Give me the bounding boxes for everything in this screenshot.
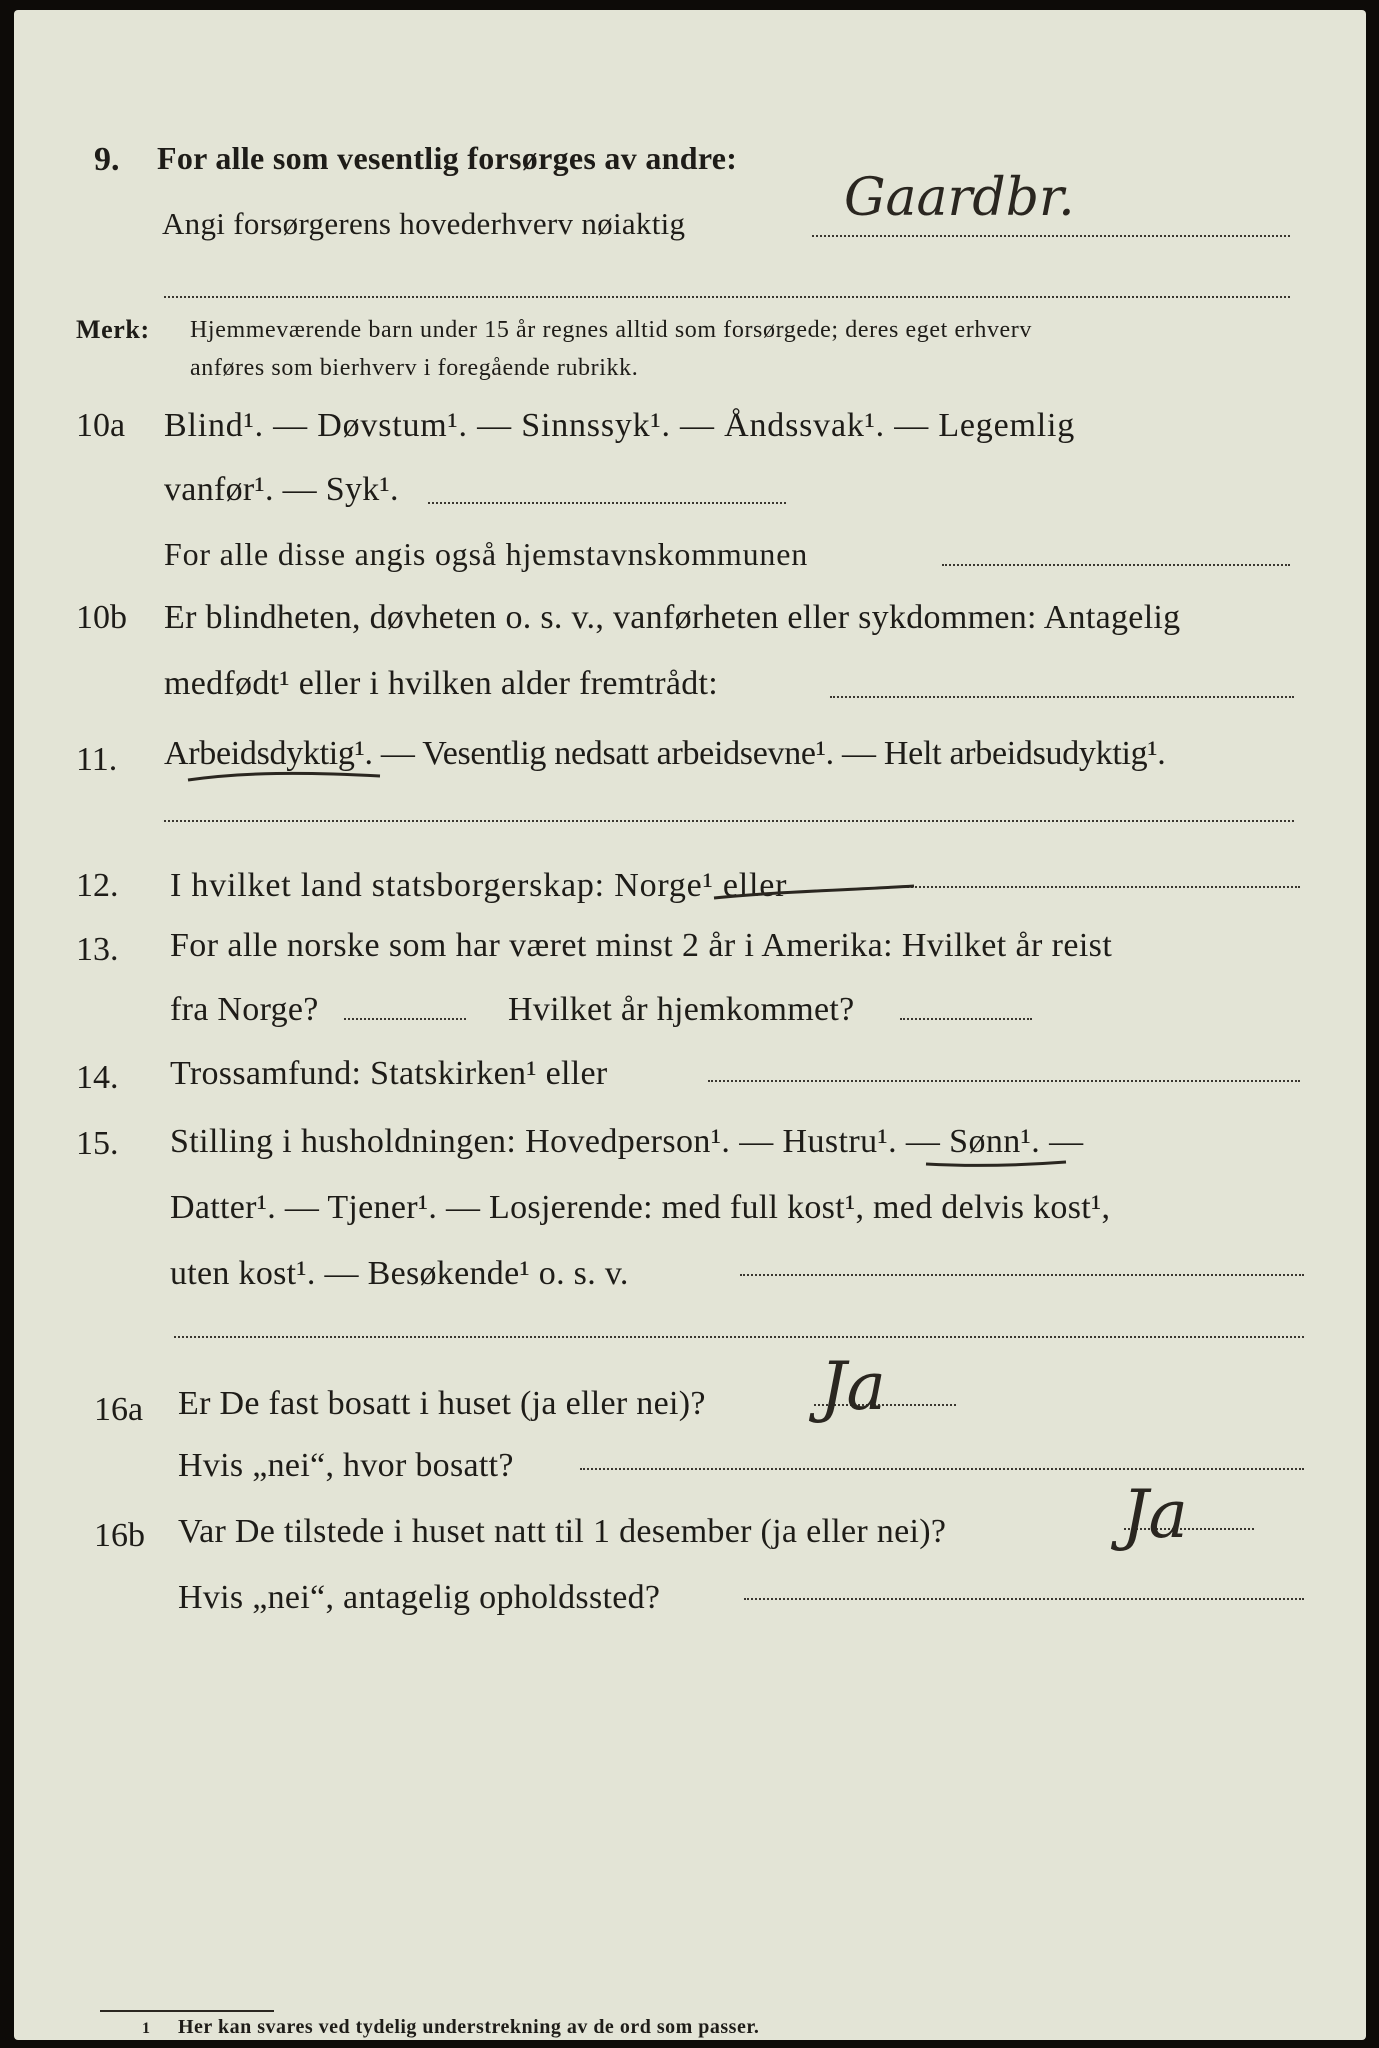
q10b-line2: medfødt¹ eller i hvilken alder fremtrådt: — [164, 665, 719, 702]
q13-number: 13. — [76, 931, 119, 968]
q16b-stay-line — [744, 1598, 1304, 1600]
q10a-line3: For alle disse angis også hjemstavnskommunen — [164, 536, 809, 572]
q12-handwritten-underline — [710, 878, 920, 908]
q10a-number: 10a — [76, 407, 126, 444]
q16a-line1: Er De fast bosatt i huset (ja eller nei)? — [178, 1385, 706, 1422]
q10a-line2: vanfør¹. — Syk¹. — [164, 471, 399, 508]
q9-line2: Angi forsørgerens hovederhverv nøiaktig — [162, 206, 686, 241]
q10a-home-line — [942, 564, 1290, 566]
q11-number: 11. — [76, 741, 118, 778]
q15-handwritten-underline — [922, 1156, 1072, 1180]
census-form-page — [14, 10, 1366, 2040]
q10a-line1: Blind¹. — Døvstum¹. — Sinnssyk¹. — Åndssvak¹. — Legemlig — [164, 407, 1076, 444]
footnote-rule — [100, 2010, 274, 2012]
q13-line2b: Hvilket år hjemkommet? — [508, 991, 855, 1028]
q14-number: 14. — [76, 1059, 119, 1096]
q15-extra-line — [174, 1336, 1304, 1338]
q16a-address-line — [580, 1468, 1304, 1470]
q11-line1: Arbeidsdyktig¹. — Vesentlig nedsatt arbeidsevne¹. — Helt arbeidsudyktig¹. — [164, 735, 1166, 772]
q14-answer-line — [708, 1080, 1300, 1082]
q10b-line1: Er blindheten, døvheten o. s. v., vanførheten eller sykdommen: Antagelig — [164, 599, 1181, 636]
q9-line1: For alle som vesentlig forsørges av andre: — [157, 140, 738, 176]
q12-line1: I hvilket land statsborgerskap: Norge¹ eller — [170, 867, 788, 904]
q16a-line2: Hvis „nei“, hvor bosatt? — [178, 1447, 514, 1484]
q12-answer-line — [900, 886, 1300, 888]
q11-extra-line — [164, 820, 1294, 822]
q15-number: 15. — [76, 1125, 119, 1162]
q10a-answer-line — [428, 502, 786, 504]
q16b-number: 16b — [94, 1517, 145, 1554]
q15-answer-line — [740, 1274, 1304, 1276]
q15-line3: uten kost¹. — Besøkende¹ o. s. v. — [170, 1255, 629, 1292]
q15-line1: Stilling i husholdningen: Hovedperson¹. — Hustru¹. — Sønn¹. — — [170, 1123, 1084, 1160]
footnote-text: Her kan svares ved tydelig understrekning av de ord som passer. — [178, 2016, 760, 2038]
q16b-line1: Var De tilstede i huset natt til 1 desember (ja eller nei)? — [178, 1513, 947, 1550]
q9-answer-line — [812, 235, 1290, 237]
q10b-number: 10b — [76, 599, 127, 636]
merk-line1: Hjemmeværende barn under 15 år regnes alltid som forsørgede; deres eget erhverv — [190, 317, 1033, 343]
q9-handwritten-answer: Gaardbr. — [844, 168, 1075, 228]
q16a-handwritten-answer: Ja — [820, 1348, 886, 1425]
q16b-line2: Hvis „nei“, antagelig opholdssted? — [178, 1579, 661, 1616]
q13-line2a: fra Norge? — [170, 991, 319, 1028]
q16a-number: 16a — [94, 1391, 144, 1428]
q13-left-year-line — [344, 1018, 466, 1020]
q11-handwritten-underline — [184, 764, 384, 794]
q13-right-year-line — [900, 1018, 1032, 1020]
merk-line2: anføres som bierhverv i foregående rubrikk. — [190, 355, 639, 381]
q10b-answer-line — [830, 696, 1294, 698]
q13-line1: For alle norske som har været minst 2 år i Amerika: Hvilket år reist — [170, 927, 1113, 964]
q12-number: 12. — [76, 867, 119, 904]
merk-label: Merk: — [76, 315, 150, 344]
q16b-handwritten-answer: Ja — [1122, 1476, 1188, 1553]
q9-extra-line — [164, 296, 1290, 298]
footnote-marker: 1 — [142, 2020, 151, 2037]
q15-line2: Datter¹. — Tjener¹. — Losjerende: med full kost¹, med delvis kost¹, — [170, 1189, 1111, 1226]
q14-line1: Trossamfund: Statskirken¹ eller — [170, 1055, 608, 1092]
q9-number: 9. — [94, 141, 120, 178]
